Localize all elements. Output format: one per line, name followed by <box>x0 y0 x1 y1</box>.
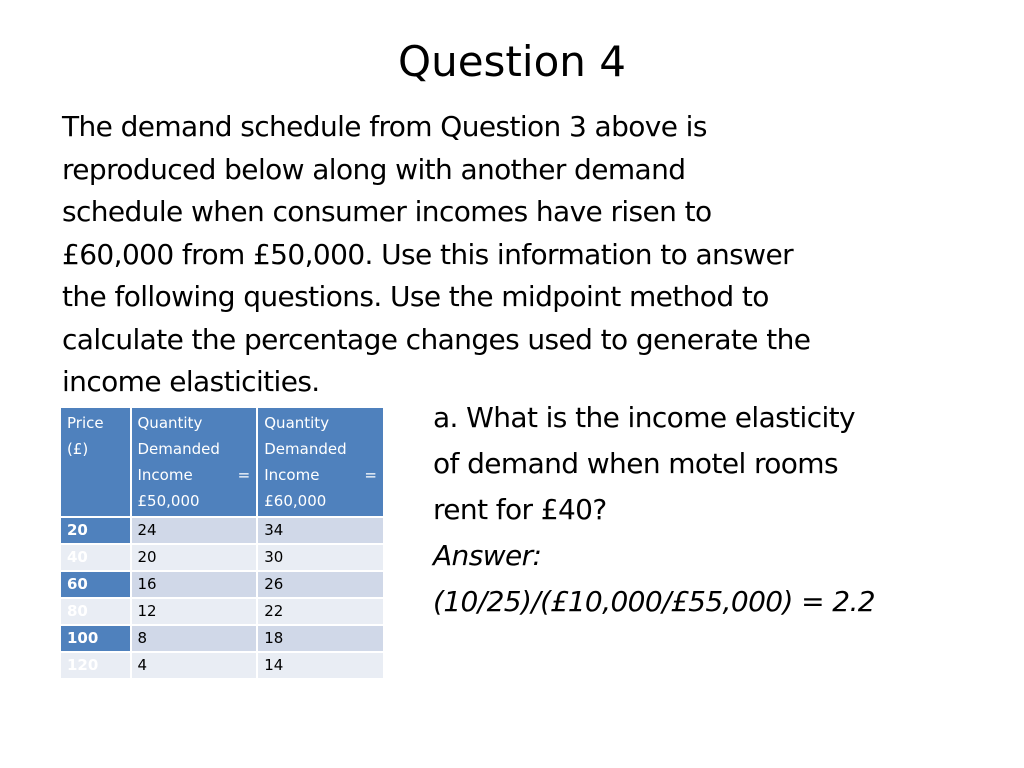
quantity-50k-cell: 16 <box>131 571 258 598</box>
intro-line: The demand schedule from Question 3 above is <box>62 110 707 143</box>
price-cell: 40 <box>61 544 131 571</box>
intro-line: the following questions. Use the midpoint method to <box>62 280 769 313</box>
quantity-50k-cell: 12 <box>131 598 258 625</box>
quantity-60k-cell: 26 <box>257 571 383 598</box>
intro-line: calculate the percentage changes used to generate the <box>62 322 811 356</box>
header-word: = <box>364 466 377 484</box>
price-cell: 80 <box>61 598 131 625</box>
intro-paragraph <box>62 106 962 404</box>
header-line: £60,000 <box>264 492 327 510</box>
answer-label: Answer: <box>433 539 542 572</box>
header-line: Demanded <box>264 440 347 458</box>
header-line: Demanded <box>137 440 220 458</box>
intro-line: schedule when consumer incomes have risen to <box>62 195 712 228</box>
answer-text: (10/25)/(£10,000/£55,000) = 2.2 <box>433 585 876 618</box>
intro-line: reproduced below along with another demand <box>62 152 686 186</box>
price-cell: 100 <box>61 625 131 652</box>
intro-line: £60,000 from £50,000. Use this information to answer <box>62 237 793 271</box>
quantity-50k-cell: 20 <box>131 544 258 571</box>
table-row <box>61 517 383 544</box>
quantity-60k-cell: 34 <box>257 517 383 544</box>
question-line: of demand when motel rooms <box>433 447 838 480</box>
quantity-60k-header <box>257 408 383 517</box>
question-line: rent for £40? <box>433 493 607 526</box>
quantity-50k-cell: 8 <box>131 625 258 652</box>
question-a-block <box>433 395 993 625</box>
header-word: Income <box>264 466 320 484</box>
header-line: (£) <box>67 440 89 458</box>
price-header <box>61 408 131 517</box>
quantity-60k-cell: 14 <box>257 652 383 678</box>
quantity-50k-header <box>131 408 258 517</box>
quantity-60k-cell: 18 <box>257 625 383 652</box>
table-header-row <box>61 408 383 517</box>
table-row <box>61 598 383 625</box>
price-cell: 20 <box>61 517 131 544</box>
price-cell: 60 <box>61 571 131 598</box>
quantity-60k-cell: 30 <box>257 544 383 571</box>
quantity-50k-cell: 24 <box>131 517 258 544</box>
demand-schedule-table <box>61 408 383 678</box>
header-word: = <box>237 466 251 484</box>
table-row <box>61 625 383 652</box>
intro-line: income elasticities. <box>62 365 320 398</box>
question-line: a. What is the income elasticity <box>433 401 856 434</box>
header-line: Price <box>67 414 104 432</box>
header-line: Quantity <box>264 414 330 432</box>
header-line <box>264 462 377 488</box>
header-line: Quantity <box>137 414 203 432</box>
quantity-60k-cell: 22 <box>257 598 383 625</box>
header-line: £50,000 <box>137 492 200 510</box>
table-row <box>61 571 383 598</box>
header-word: Income <box>137 466 193 484</box>
header-line <box>138 462 251 488</box>
quantity-50k-cell: 4 <box>131 652 258 678</box>
price-cell: 120 <box>61 652 131 678</box>
slide-title: Question 4 <box>398 37 626 86</box>
table-row <box>61 544 383 571</box>
table-row <box>61 652 383 678</box>
